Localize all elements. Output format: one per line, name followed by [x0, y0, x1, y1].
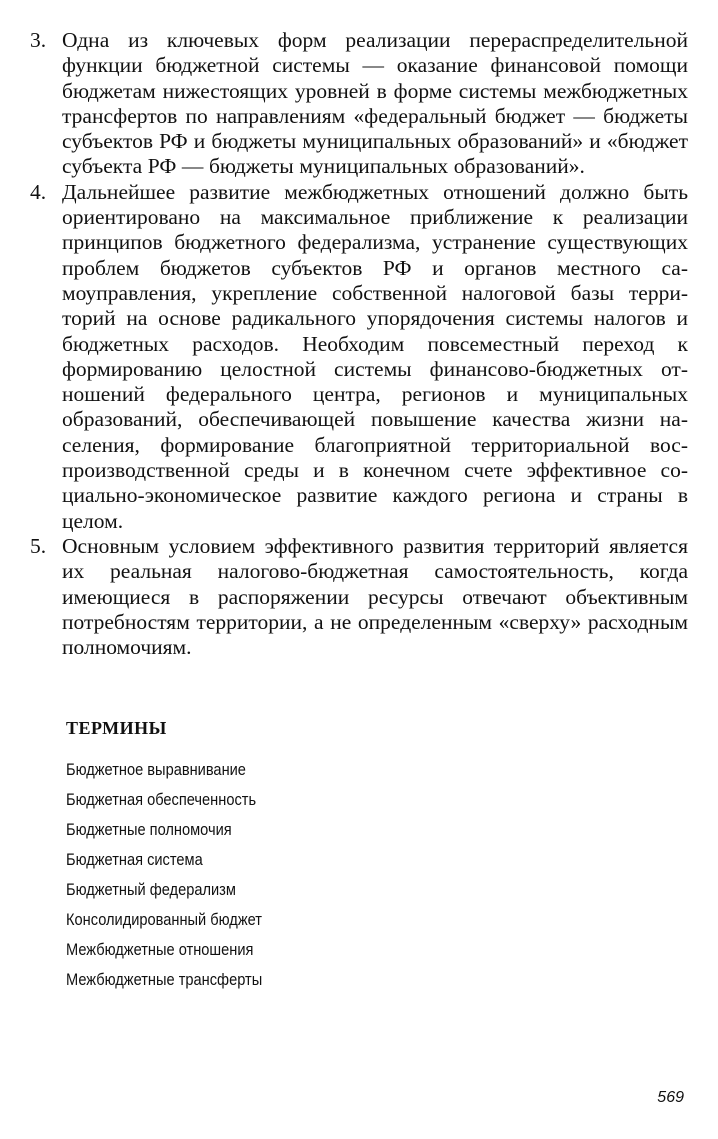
list-item [28, 534, 688, 660]
item-text: Одна из ключевых форм реализации перераспределительной функции бюджетной системы — оказание финансовой помощи бюджетам нижестоящих уровней в форме системы межбюджетных трансфертов по направлениям «федеральный бюджет — бюджеты субъектов РФ и бюджеты муниципальных образований» и «бюджет субъекта РФ — бюджеты муниципальных образований». [62, 28, 688, 179]
item-number: 4. [30, 179, 47, 204]
numbered-list [28, 28, 688, 660]
terms-heading: ТЕРМИНЫ [66, 718, 167, 738]
list-item [28, 28, 688, 180]
terms-list [66, 755, 626, 995]
item-number: 5. [30, 533, 47, 558]
term-item: Бюджетная система [66, 850, 203, 869]
term-item: Консолидированный бюджет [66, 910, 262, 929]
term-item: Бюджетное выравнивание [66, 760, 246, 779]
term-item: Бюджетная обеспеченность [66, 790, 257, 809]
list-item [28, 180, 688, 534]
page-number: 569 [657, 1089, 684, 1106]
term-item: Бюджетный федерализм [66, 880, 236, 899]
term-item: Бюджетные полномочия [66, 820, 232, 839]
item-text: Дальнейшее развитие межбюджетных отношений должно быть ориентировано на максимальное приближение к реализации принципов бюджетного федерализма, устранение существующих проблем бюджетов субъектов РФ и органов местного самоуправления, укрепление собственной налоговой базы территорий на основе радикального упорядочения системы налогов и бюджетных расходов. Необходим повсеместный переход к формированию целостной системы финансово-бюджетных отношений федерального центра, регионов и муниципальных образований, обеспечивающей повышение качества жизни населения, формирование благоприятной территориальной воспроизводственной среды и в конечном счете эффективное социально-экономическое развитие каждого региона и страны в целом. [62, 179, 688, 533]
item-number: 3. [30, 28, 47, 52]
item-text: Основным условием эффективного развития территорий является их реальная налогово-бюджетная самостоятельность, когда имеющиеся в распоряжении ресурсы отвечают объективным потребностям территории, а не определенным «сверху» расходным полномочиям. [62, 533, 688, 660]
term-item: Межбюджетные отношения [66, 940, 254, 959]
terms-section [66, 718, 626, 995]
term-item: Межбюджетные трансферты [66, 970, 263, 989]
